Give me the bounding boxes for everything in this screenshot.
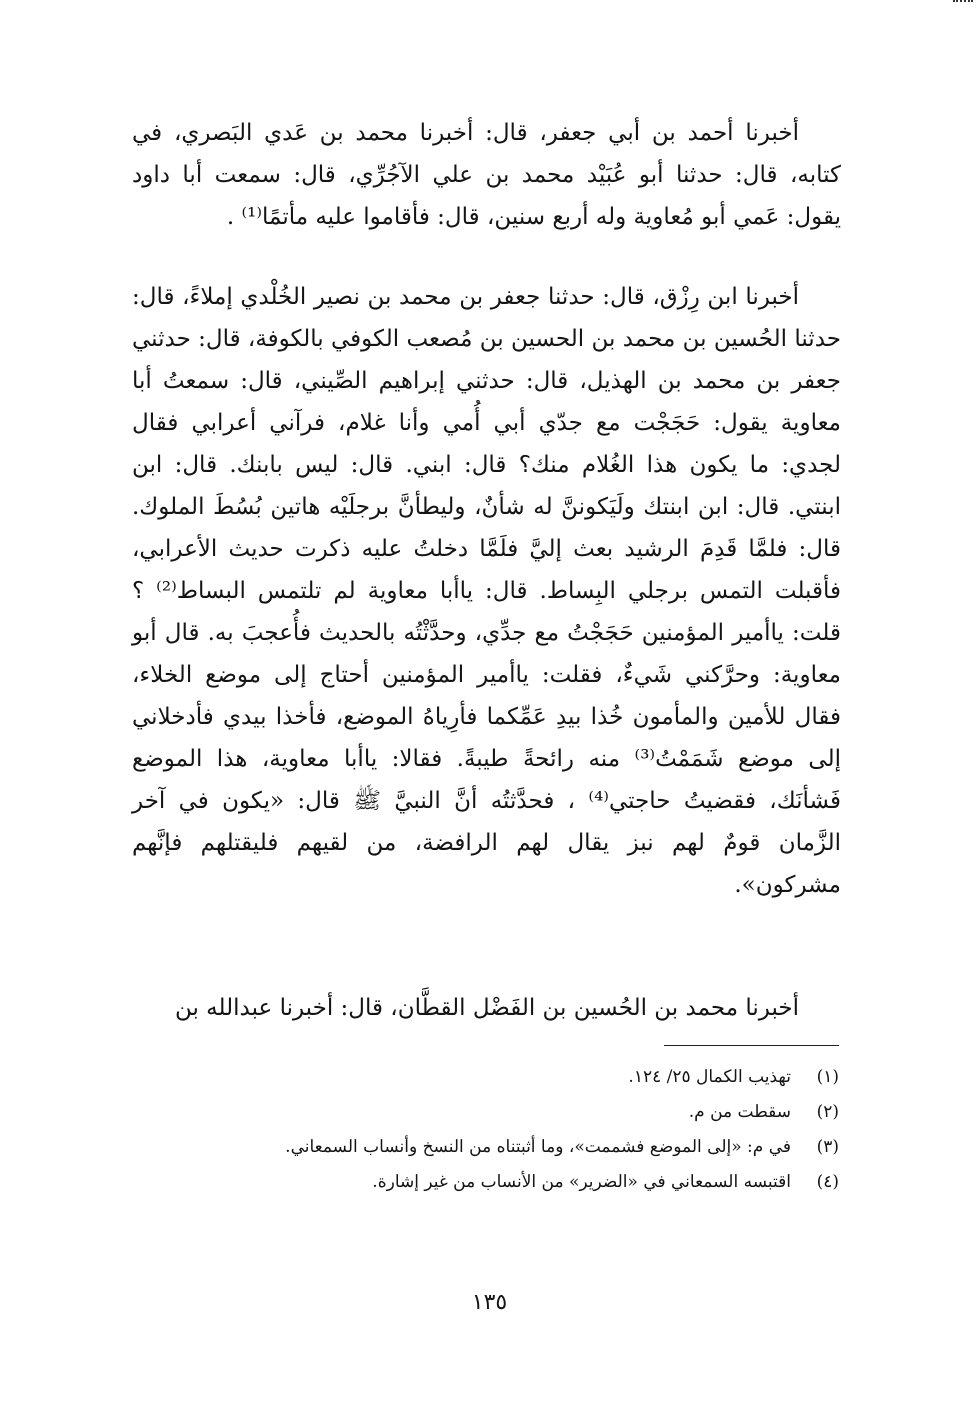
- footnote-number: (٣): [816, 1137, 839, 1157]
- footnote-item: [140, 1165, 839, 1200]
- footnotes-list: [140, 1060, 839, 1200]
- footnote-text: اقتبسه السمعاني في «الضرير» من الأنساب من غير إشارة.: [372, 1172, 791, 1192]
- footnote-number: (٢): [816, 1102, 839, 1122]
- footnote-item: [140, 1130, 839, 1165]
- footnote-item: [140, 1095, 839, 1130]
- footnote-text: في م: «إلى الموضع فشممت»، وما أثبتناه من النسخ وأنساب السمعاني.: [285, 1137, 791, 1157]
- footnote-number: (١): [816, 1067, 839, 1087]
- footnote-separator: [664, 1045, 839, 1046]
- scan-corner-mark: [953, 0, 973, 8]
- paragraph-2: أخبرنا ابن رِزْق، قال: حدثنا جعفر بن محمد بن نصير الخُلْدي إملاءً، قال: حدثنا الحُسين بن محمد بن الحسين بن مُصعب الكوفي بالكوفة، قال: حدثني جعفر بن محمد بن الهذيل، قال: حدثني إبراهيم الصِّيني، قال: سمعتُ أبا معاوية يقول: حَجَجْت مع جدّي أبي أُمي وأنا غلام، فرآني أعرابي فقال لجدي: ما يكون هذا الغُلام منك؟ قال: ابني. قال: ليس بابنك. قال: ابن ابنتي. قال: ابن ابنتك ولَيَكوننَّ له شأنٌ، وليطأنَّ برجلَيْه هاتين بُسُطَ الملوك. قال: فلمَّا قَدِمَ الرشيد بعث إليَّ فلَمَّا دخلتُ عليه ذكرت حديث الأعرابي، فأقبلت التمس برجلي البِساط. قال: ياأبا معاوية لم تلتمس البساط⁽²⁾ ؟ قلت: ياأمير المؤمنين حَجَجْتُ مع جدِّي، وحدَّثْتُه بالحديث فأُعجبَ به. قال أبو معاوية: وحرَّكني شَيءٌ، فقلت: ياأمير المؤمنين أحتاج إلى موضع الخلاء، فقال للأمين والمأمون خُذا بيدِ عَمِّكما فأرِياهُ الموضع، فأخذا بيدي فأدخلاني إلى موضع شَمَمْتُ⁽³⁾ منه رائحةً طيبةً. فقالا: ياأبا معاوية، هذا الموضع فَشأنَك، فقضيتُ حاجتي⁽⁴⁾ ، فحدَّثتُه أنَّ النبيَّ ﷺ قال: «يكون في آخر الزَّمان قومٌ لهم نبز يقال لهم الرافضة، من لقيهم فليقتلهم فإنَّهم مشركون».: [132, 284, 841, 898]
- page-number: ١٣٥: [471, 1290, 508, 1315]
- footnote-item: [140, 1060, 839, 1095]
- footnote-number: (٤): [816, 1172, 839, 1192]
- footnote-text: سقطت من م.: [688, 1102, 791, 1122]
- paragraph-1: أخبرنا أحمد بن أبي جعفر، قال: أخبرنا محمد بن عَدي البَصري، في كتابه، قال: حدثنا أبو عُبَيْد محمد بن علي الآجُرِّي، قال: سمعت أبا داود يقول: عَمي أبو مُعاوية وله أربع سنين، قال: فأقاموا عليه مأتمًا⁽¹⁾ .: [132, 120, 841, 230]
- footnote-text: تهذيب الكمال ٢٥/ ١٢٤.: [628, 1067, 791, 1087]
- paragraph-3: أخبرنا محمد بن الحُسين بن الفَضْل القطَّان، قال: أخبرنا عبدالله بن: [174, 995, 799, 1021]
